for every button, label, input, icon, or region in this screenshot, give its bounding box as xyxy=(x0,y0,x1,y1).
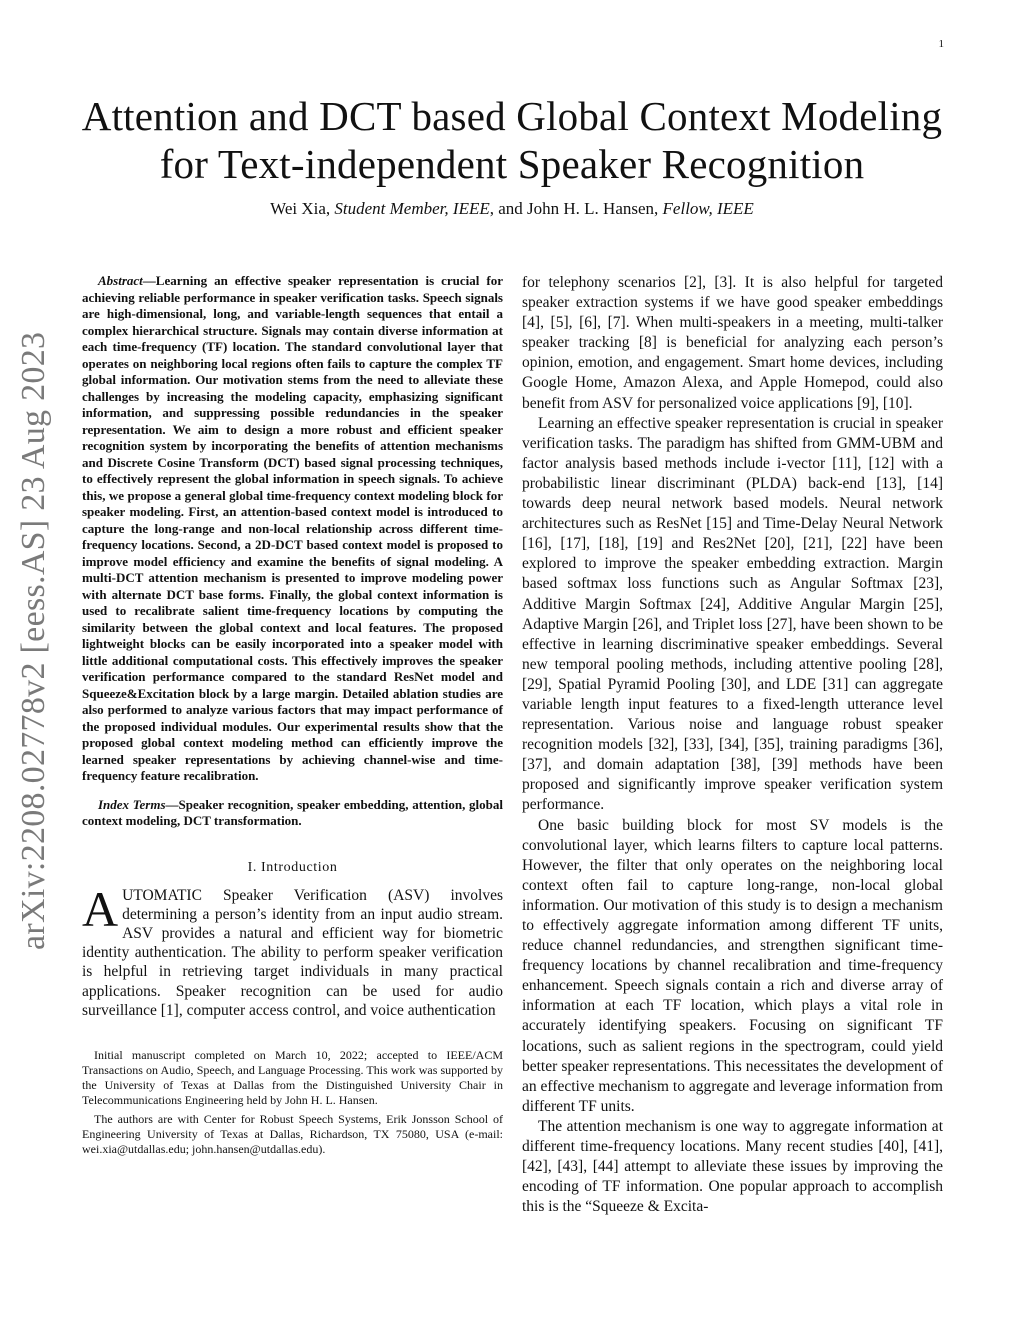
author-2-role: Fellow, IEEE xyxy=(662,199,754,218)
abstract-text: —Learning an effective speaker representation is crucial for achieving reliable performance in speaker verification tasks. Speech signals are high-dimensional, long, and variable-length sequences that entail a complex hierarchical structure. Signals may contain diverse information at each time-frequency (TF) location. The standard convolutional layer that operates on neighboring local regions often fails to capture the complex TF global information. Our motivation stems from the need to alleviate these challenges by increasing the modeling capacity, emphasizing significant information, and suppressing possible redundancies in the speaker representation. We aim to design a more robust and efficient speaker recognition system by incorporating the benefits of attention mechanisms and Discrete Cosine Transform (DCT) based signal processing techniques, to effectively represent the global information in speech signals. To achieve this, we propose a general global time-frequency context modeling block for speaker modeling. First, an attention-based context model is introduced to capture the long-range and non-local relationship across different time-frequency locations. Second, a 2D-DCT based context model is proposed to improve model efficiency and examine the benefits of signal modeling. A multi-DCT attention mechanism is presented to improve modeling power with alternate DCT base forms. Finally, the global context information is used to recalibrate salient time-frequency locations by computing the similarity between the global context and local features. The proposed lightweight blocks can be easily incorporated into a speaker model with little additional computational costs. This effectively improves the speaker verification performance compared to the standard ResNet model and Squeeze&Excitation block by a large margin. Detailed ablation studies are also performed to analyze various factors that may impact performance of the proposed individual modules. Our experimental results show that the proposed global context modeling method can efficiently improve the learned speaker representations by achieving channel-wise and time-frequency feature recalibration. xyxy=(82,273,503,783)
introduction-text: UTOMATIC Speaker Verification (ASV) involves determining a person’s identity from an input audio stream. ASV provides a natural and efficient way for biometric identity authentication. The ability to perform speaker verification is helpful in retrieving target individuals in many practical applications. Speaker recognition can be used for audio surveillance [1], computer access control, and voice authentication xyxy=(82,886,503,1019)
title-line-2: for Text-independent Speaker Recognition xyxy=(159,141,865,187)
arxiv-identifier: arXiv:2208.02778v2 [eess.AS] 23 Aug 2023 xyxy=(15,331,52,950)
introduction-paragraph xyxy=(82,880,503,1020)
body-paragraph: The attention mechanism is one way to aggregate information at different time-frequency locations. Many recent studies [40], [41], [42], [43], [44] attempt to alleviate these issues by improving the encoding of TF information. One popular approach to accomplish this is the “Squeeze & Excita- xyxy=(522,1117,943,1216)
left-column xyxy=(82,273,503,1157)
author-1-role: Student Member, IEEE xyxy=(334,199,490,218)
footnotes xyxy=(82,1048,503,1157)
footnote-manuscript: Initial manuscript completed on March 10, 2022; accepted to IEEE/ACM Transactions on Audio, Speech, and Language Processing. This work was supported by the University of Texas at Dallas from the Distinguished University Chair in Telecommunications Engineering held by John H. L. Hansen. xyxy=(82,1047,503,1107)
section-heading: I. Introduction xyxy=(247,859,338,875)
body-paragraph: for telephony scenarios [2], [3]. It is also helpful for targeted speaker extraction systems if we have good speaker embeddings [4], [5], [6], [7]. When multi-speakers in a meeting, multi-talker speaker tracking [8] is beneficial for analyzing each person’s opinion, emotion, and engagement. Smart home devices, including Google Home, Amazon Alexa, and Apple Homepod, could also benefit from ASV for personalized voice applications [9], [10]. xyxy=(522,274,943,412)
drop-cap: A xyxy=(82,880,119,937)
footnote-affiliation: The authors are with Center for Robust Speech Systems, Erik Jonsson School of Engineering University of Texas at Dallas, Richardson, TX 75080, USA (e-mail: wei.xia@utdallas.edu; john.hansen@utdallas.edu). xyxy=(82,1111,503,1156)
author-connector: , and John H. L. Hansen, xyxy=(489,199,659,218)
index-terms xyxy=(82,797,503,830)
abstract xyxy=(82,273,503,785)
body-paragraph: One basic building block for most SV models is the convolutional layer, which learns filters to capture local patterns. However, the filter that only operates on the neighboring local context often fail to capture long-range, non-local global information. Our motivation of this study is to design a mechanism to effectively aggregate information among different TF units, reduce channel redundancies, and strengthen significant time-frequency locations by channel recalibration and time-frequency enhancement. Speech signals contain a rich and diverse array of information at each TF location, which plays a vital role in accurately identifying speakers. Focusing on significant TF locations, such as salient regions in the spectrogram, could yield better speaker representations. This necessitates the development of an effective mechanism to aggregate and leverage information from different TF units. xyxy=(522,816,943,1115)
right-column xyxy=(522,273,943,1217)
title-line-1: Attention and DCT based Global Context Modeling xyxy=(81,93,943,139)
author-line xyxy=(60,199,964,219)
abstract-label: Abstract xyxy=(98,273,143,288)
page-number: 1 xyxy=(938,38,944,50)
author-1: Wei Xia, xyxy=(270,199,331,218)
index-terms-label: Index Terms xyxy=(98,796,166,812)
body-paragraph: Learning an effective speaker representation is crucial in speaker verification tasks. The paradigm has shifted from GMM-UBM and factor analysis based methods include i-vector [11], [12] with a probabilistic linear discriminant (PLDA) back-end [13], [14] towards deep neural network based models. Neural network architectures such as ResNet [15] and Time-Delay Neural Network [16], [17], [18], [19] and Res2Net [20], [21], [22] have been explored to improve the speaker embedding extraction. Margin based softmax loss functions such as Angular Softmax [23], Additive Margin Softmax [24], Additive Angular Margin [25], Adaptive Margin [26], and Triplet loss [27], have been shown to be effective in learning discriminative speaker embeddings. Several new temporal pooling methods, including attentive pooling [28], [29], Spatial Pyramid Pooling [30], and LDE [31] can aggregate variable length input features to a fixed-length utterance level representation. Various noise and language robust speaker recognition models [32], [33], [34], [35], training paradigms [36], [37], and domain adaptation [38], [39] methods have been proposed and significantly improve speaker verification system performance. xyxy=(522,414,943,814)
paper-title xyxy=(60,92,964,188)
index-terms-text: —Speaker recognition, speaker embedding, attention, global context modeling, DCT transformation. xyxy=(82,796,503,828)
